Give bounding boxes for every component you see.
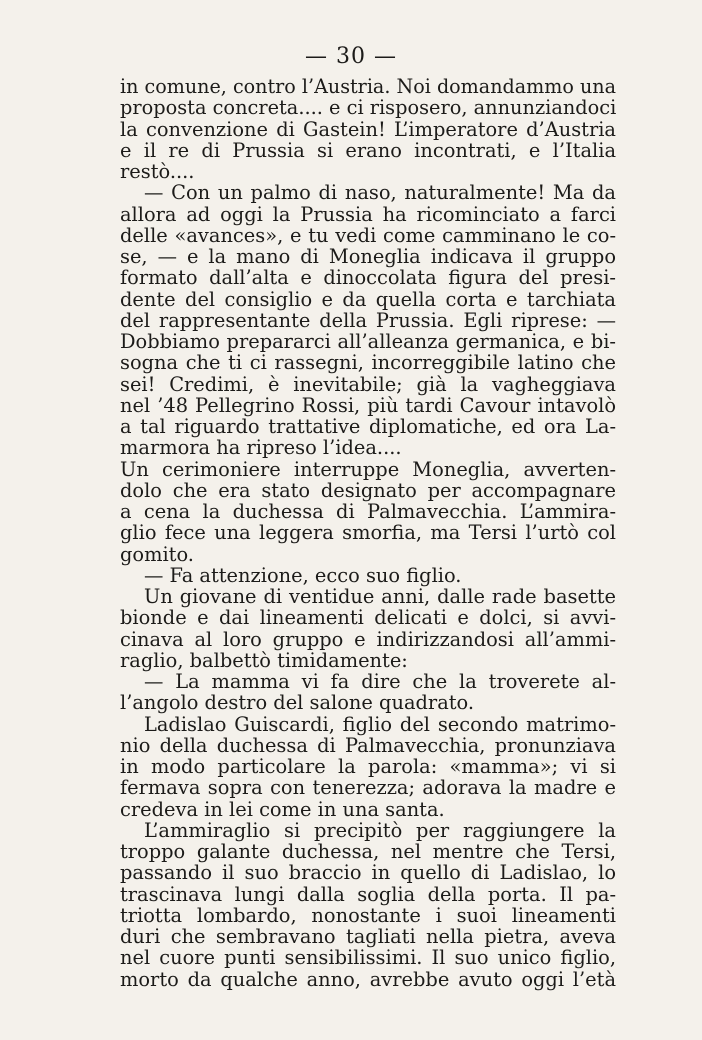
text-line: formato dall’alta e dinoccolata figura del presi- [120, 266, 616, 290]
text-line: a cena la duchessa di Palmavecchia. L’ammira- [120, 500, 616, 523]
text-line: duri che sembravano tagliati nella pietra, aveva [120, 925, 616, 948]
text-line: delle «avances», e tu vedi come camminano le co- [120, 223, 616, 247]
text-line: del rappresentante della Prussia. Egli riprese: — [120, 308, 616, 332]
text-line: raglio, balbettò timidamente: [120, 648, 408, 672]
text-line: l’angolo destro del salone quadrato. [120, 691, 475, 715]
text-line: nio della duchessa di Palmavecchia, pronunziava [120, 733, 616, 757]
text-line: passando il suo braccio in quello di Ladislao, lo [120, 861, 616, 885]
text-line: fermava sopra con tenerezza; adorava la madre e [120, 776, 616, 800]
text-line: sei! Credimi, è inevitabile; già la vagheggiava [120, 372, 616, 396]
text-line: Ladislao Guiscardi, figlio del secondo matrimo- [144, 712, 616, 736]
text-line: in modo particolare la parola: «mamma»; vi si [120, 755, 616, 778]
text-line: nel ’48 Pellegrino Rossi, più tardi Cavour intavolò [120, 393, 616, 417]
text-line: — Fa attenzione, ecco suo figlio. [144, 563, 462, 587]
text-line: nel cuore punti sensibilissimi. Il suo unico figlio, [120, 946, 616, 970]
text-line: Dobbiamo prepararci all’alleanza germanica, e bi- [120, 330, 616, 353]
text-line: glio fece una leggera smorfia, ma Tersi l’urtò col [120, 521, 616, 545]
text-line: in comune, contro l’Austria. Noi domandammo una [120, 75, 616, 98]
text-line: sogna che ti ci rassegni, incorreggibile latino che [120, 351, 616, 375]
text-line: proposta concreta.... e ci risposero, annunziandoci [120, 96, 617, 120]
text-line: trascinava lungi dalla soglia della porta. Il pa- [120, 882, 616, 906]
text-line: marmora ha ripreso l’idea.... [120, 436, 402, 460]
text-line: e il re di Prussia si erano incontrati, e l’Italia [120, 138, 616, 162]
text-line: cinava al loro gruppo e indirizzandosi all’ammi- [120, 627, 616, 651]
text-line: gomito. [120, 542, 194, 566]
text-line: troppo galante duchessa, nel mentre che Tersi, [120, 840, 616, 863]
text-line: credeva in lei come in una santa. [120, 797, 445, 821]
text-line: dolo che era stato designato per accompagnare [120, 478, 616, 502]
text-line: L’ammiraglio si precipitò per raggiungere la [144, 818, 616, 842]
text-line: la convenzione di Gastein! L’imperatore d’Austria [120, 117, 616, 141]
text-line: triotta lombardo, nonostante i suoi lineamenti [120, 903, 616, 927]
text-line: — La mamma vi fa dire che la troverete al- [144, 670, 616, 693]
text-line: Un giovane di ventidue anni, dalle rade basette [144, 585, 616, 608]
text-line: dente del consiglio e da quella corta e tarchiata [120, 287, 616, 311]
text-line: a tal riguardo trattative diplomatiche, ed ora La- [120, 415, 616, 438]
text-line: Un cerimoniere interruppe Moneglia, avverten- [120, 457, 616, 481]
text-line: se, — e la mano di Moneglia indicava il gruppo [120, 245, 616, 268]
text-line: — Con un palmo di naso, naturalmente! Ma da [144, 181, 616, 205]
body-text [120, 76, 616, 990]
text-line: morto da qualche anno, avrebbe avuto oggi l’età [120, 967, 616, 991]
text-line: restò.... [120, 160, 195, 183]
text-line: allora ad oggi la Prussia ha ricominciato a farci [120, 202, 616, 226]
page-number: — 30 — [305, 44, 397, 69]
text-line: bionde e dai lineamenti delicati e dolci, si avvi- [120, 606, 616, 630]
